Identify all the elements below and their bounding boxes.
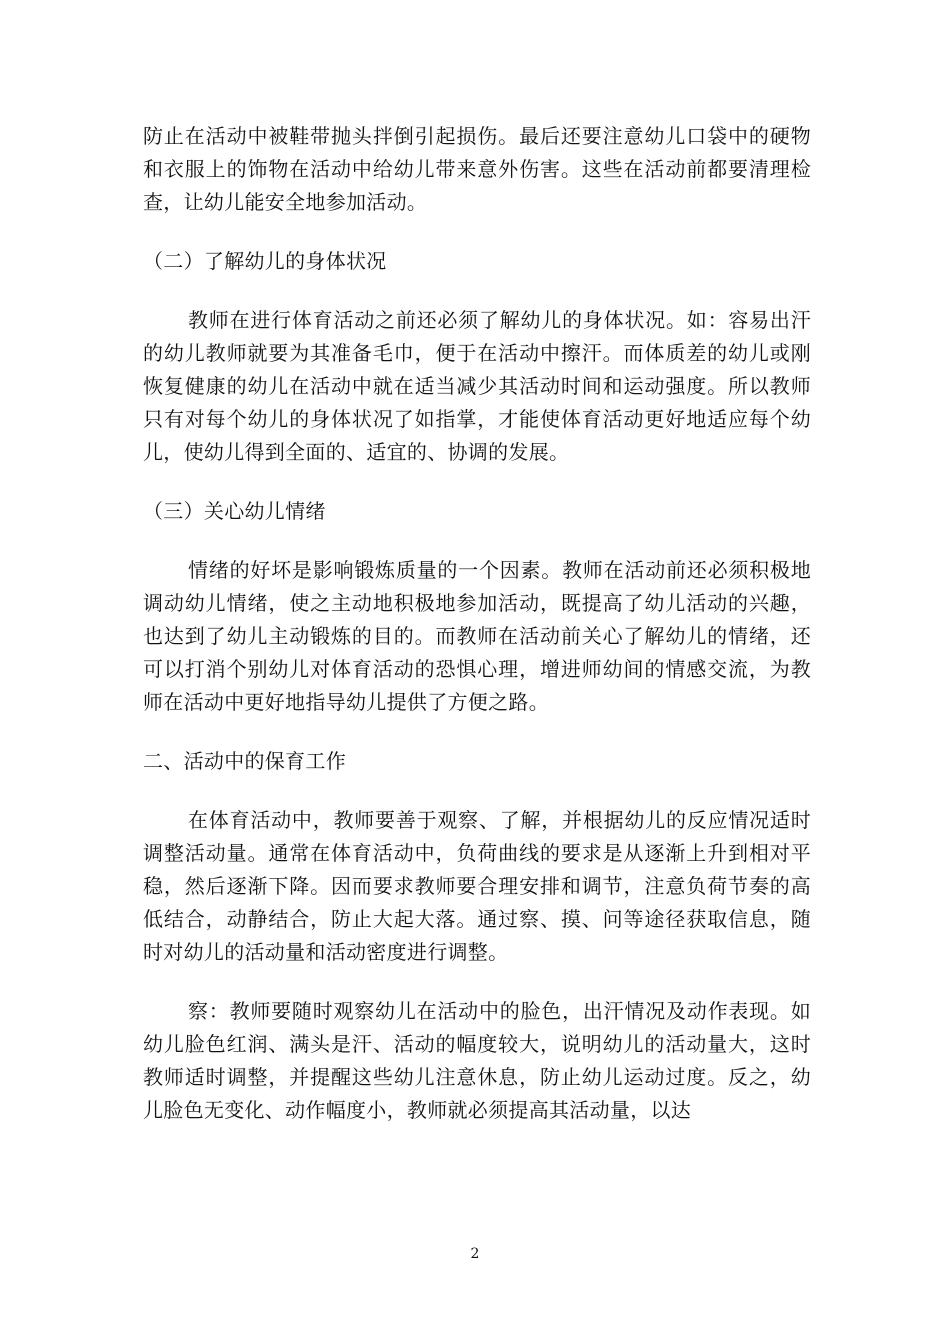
document-page (143, 120, 811, 1127)
body-paragraph: 教师在进行体育活动之前还必须了解幼儿的身体状况。如：容易出汗的幼儿教师就要为其准备毛巾，便于在活动中擦汗。而体质差的幼儿或刚恢复健康的幼儿在活动中就在适当减少其活动时间和运动强度。所以教师只有对每个幼儿的身体状况了如指掌，才能使体育活动更好地适应每个幼儿，使幼儿得到全面的、适宜的、协调的发展。 (143, 308, 811, 464)
body-paragraph: 情绪的好坏是影响锻炼质量的一个因素。教师在活动前还必须积极地调动幼儿情绪，使之主动地积极地参加活动，既提高了幼儿活动的兴趣，也达到了幼儿主动锻炼的目的。而教师在活动前关心了解幼儿的情绪，还可以打消个别幼儿对体育活动的恐惧心理，增进师幼间的情感交流，为教师在活动中更好地指导幼儿提供了方便之路。 (143, 558, 811, 714)
body-paragraph: 防止在活动中被鞋带抛头拌倒引起损伤。最后还要注意幼儿口袋中的硬物和衣服上的饰物在活动中给幼儿带来意外伤害。这些在活动前都要清理检查，让幼儿能安全地参加活动。 (143, 124, 811, 214)
body-paragraph: 察：教师要随时观察幼儿在活动中的脸色，出汗情况及动作表现。如幼儿脸色红润、满头是汗、活动的幅度较大，说明幼儿的活动量大，这时教师适时调整，并提醒这些幼儿注意休息，防止幼儿运动过度。反之，幼儿脸色无变化、动作幅度小，教师就必须提高其活动量，以达 (143, 999, 811, 1122)
chapter-heading: 二、活动中的保育工作 (143, 749, 346, 773)
body-paragraph: 在体育活动中，教师要善于观察、了解，并根据幼儿的反应情况适时调整活动量。通常在体育活动中，负荷曲线的要求是从逐渐上升到相对平稳，然后逐渐下降。因而要求教师要合理安排和调节，注意负荷节奏的高低结合，动静结合，防止大起大落。通过察、摸、问等途径获取信息，随时对幼儿的活动量和活动密度进行调整。 (143, 808, 811, 964)
page-number: 2 (470, 1246, 480, 1262)
section-heading: （三）关心幼儿情绪 (143, 499, 326, 523)
section-heading: （二）了解幼儿的身体状况 (143, 249, 387, 273)
